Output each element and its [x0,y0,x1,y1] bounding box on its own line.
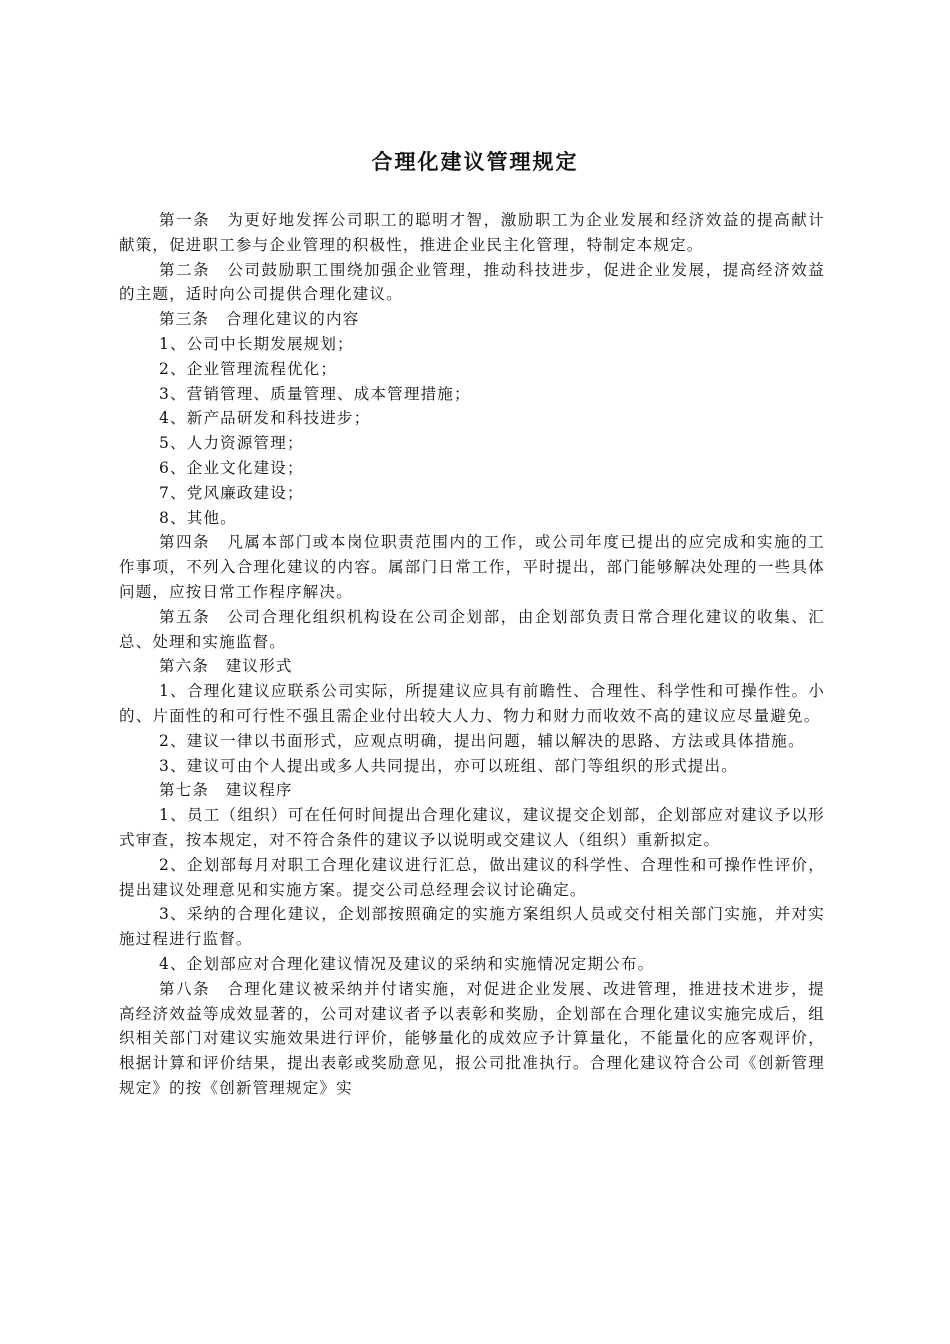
paragraph-article-2: 第二条 公司鼓励职工围绕加强企业管理，推动科技进步，促进企业发展，提高经济效益的主题，适时向公司提供合理化建议。 [119,260,825,304]
list-item: 6、企业文化建设； [159,458,304,477]
list-item: 1、公司中长期发展规划； [159,334,354,353]
paragraph-article-4: 第四条 凡属本部门或本岗位职责范围内的工作，或公司年度已提出的应完成和实施的工作事项，不列入合理化建议的内容。属部门日常工作，平时提出，部门能够解决处理的一些具体问题，应按日常工作程序解决。 [119,533,825,601]
list-item: 8、其他。 [159,508,237,527]
list-item: 2、建议一律以书面形式，应观点明确，提出问题，辅以解决的思路、方法或具体措施。 [159,731,805,750]
list-item: 3、建议可由个人提出或多人共同提出，亦可以班组、部门等组织的形式提出。 [159,756,738,775]
list-item: 7、党风廉政建设； [159,483,304,502]
list-item: 4、新产品研发和科技进步； [159,409,371,428]
paragraph-article-6-heading: 第六条 建议形式 [159,657,293,676]
document-body [119,208,825,1101]
list-item: 3、采纳的合理化建议，企划部按照确定的实施方案组织人员或交付相关部门实施，并对实施过程进行监督。 [119,905,825,949]
list-item: 4、企划部应对合理化建议情况及建议的采纳和实施情况定期公布。 [159,954,655,973]
list-item: 1、合理化建议应联系公司实际，所提建议应具有前瞻性、合理性、科学性和可操作性。小的、片面性的和可行性不强且需企业付出较大人力、物力和财力而收效不高的建议应尽量避免。 [119,682,825,725]
list-item: 1、员工（组织）可在任何时间提出合理化建议，建议提交企划部，企划部应对建议予以形式审查，按本规定，对不符合条件的建议予以说明或交建议人（组织）重新拟定。 [119,806,825,849]
paragraph-article-7-heading: 第七条 建议程序 [159,781,293,800]
document-title: 合理化建议管理规定 [371,150,579,174]
paragraph-article-5: 第五条 公司合理化组织机构设在公司企划部，由企划部负责日常合理化建议的收集、汇总、处理和实施监督。 [119,607,825,651]
list-item: 2、企业管理流程优化； [159,359,338,378]
list-item: 5、人力资源管理； [159,434,304,453]
list-item: 2、企划部每月对职工合理化建议进行汇总，做出建议的科学性、合理性和可操作性评价，提出建议处理意见和实施方案。提交公司总经理会议讨论确定。 [119,855,825,899]
paragraph-article-8: 第八条 合理化建议被采纳并付诸实施，对促进企业发展、改进管理，推进技术进步，提高经济效益等成效显著的，公司对建议者予以表彰和奖励，企划部在合理化建议实施完成后，组织相关部门对建议实施效果进行评价，能够量化的成效应予计算量化，不能量化的应客观评价，根据计算和评价结果，提出表彰或奖励意见，报公司批准执行。合理化建议符合公司《创新管理规定》的按《创新管理规定》实 [119,979,825,1097]
list-item: 3、营销管理、质量管理、成本管理措施； [159,384,471,403]
paragraph-article-3-heading: 第三条 合理化建议的内容 [159,310,360,329]
paragraph-article-1: 第一条 为更好地发挥公司职工的聪明才智，激励职工为企业发展和经济效益的提高献计献策，促进职工参与企业管理的积极性，推进企业民主化管理，特制定本规定。 [119,211,825,254]
